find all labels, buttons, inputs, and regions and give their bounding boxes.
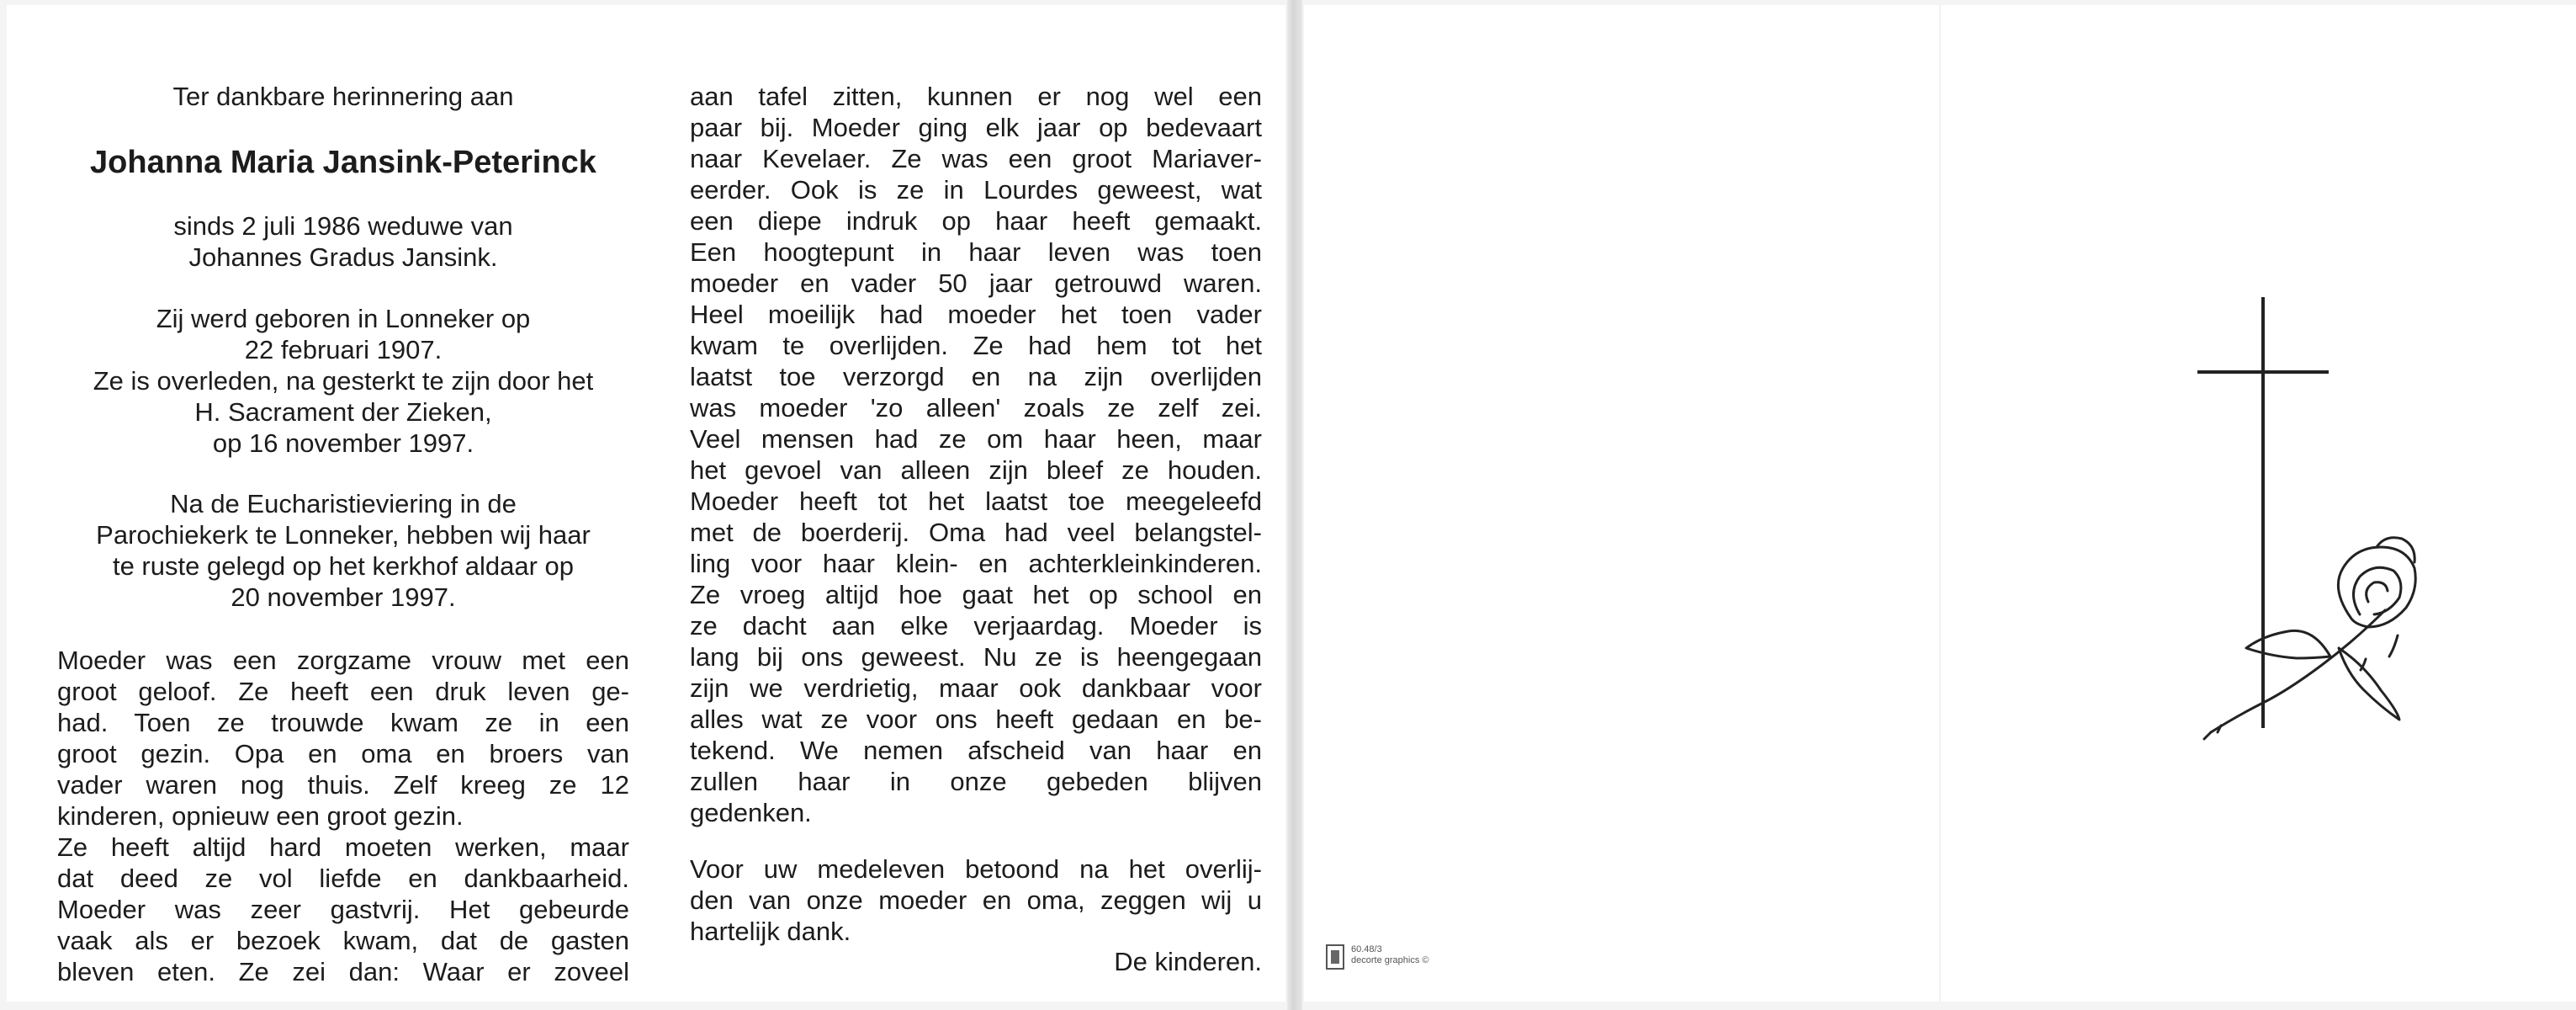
service-line: te ruste gelegd op het kerkhof aldaar op	[112, 551, 575, 581]
story-line: moeder en vader 50 jaar getrouwd waren.	[690, 268, 1262, 298]
life-line: 22 februari 1907.	[244, 335, 443, 364]
story-line: Ze vroeg altijd hoe gaat het op school en	[690, 580, 1262, 609]
story-line: vaak als er bezoek kwam, dat de gasten	[57, 926, 629, 955]
life-line: H. Sacrament der Zieken,	[194, 397, 492, 427]
story-line: alles wat ze voor ons heeft gedaan en be-	[690, 704, 1262, 734]
story-line: Heel moeilijk had moeder het toen vader	[690, 300, 1262, 329]
story-left	[57, 645, 629, 987]
rose-icon	[2204, 538, 2415, 739]
story-line: aan tafel zitten, kunnen er nog wel een	[690, 82, 1262, 111]
story-line: zijn we verdrietig, maar ook dankbaar voor	[690, 673, 1262, 703]
signature: De kinderen.	[1114, 947, 1262, 976]
printer-name: decorte graphics ©	[1351, 955, 1429, 965]
story-line: zullen haar in onze gebeden blijven	[690, 767, 1262, 796]
thanks-text	[690, 853, 1262, 947]
story-line: ling voor haar klein- en achterkleinkinderen.	[690, 549, 1262, 578]
card-inner-panel	[7, 5, 1285, 1002]
thanks-line: Voor uw medeleven betoond na het overlij-	[690, 854, 1262, 884]
service-line: Na de Eucharistieviering in de	[170, 489, 517, 518]
story-line: Moeder was een zorgzame vrouw met een	[57, 646, 629, 675]
story-line: Moeder heeft tot het laatst toe meegeleefd	[690, 486, 1262, 516]
story-line: lang bij ons geweest. Nu ze is heengegaan	[690, 642, 1262, 672]
story-line: paar bij. Moeder ging elk jaar op bedevaart	[690, 113, 1262, 142]
cross-icon	[2187, 295, 2440, 800]
printer-logo-icon	[1326, 944, 1344, 970]
printer-mark	[1326, 943, 1477, 976]
story-line: groot geloof. Ze heeft een druk leven ge-	[57, 677, 629, 706]
story-line: Veel mensen had ze om haar heen, maar	[690, 424, 1262, 454]
story-line: Ze heeft altijd hard moeten werken, maar	[57, 832, 629, 862]
story-line: ze dacht aan elke verjaardag. Moeder is	[690, 611, 1262, 641]
story-line: had. Toen ze trouwde kwam ze in een	[57, 708, 629, 737]
service-info	[57, 488, 629, 613]
card-fold	[1287, 0, 1302, 1010]
service-line: Parochiekerk te Lonneker, hebben wij haar	[96, 520, 591, 550]
cover-fold	[1939, 5, 1941, 1002]
story-line: een diepe indruk op haar heeft gemaakt.	[690, 206, 1262, 236]
story-line: tekend. We nemen afscheid van haar en	[690, 736, 1262, 765]
service-line: 20 november 1997.	[231, 582, 456, 612]
cross-and-rose	[2187, 295, 2440, 800]
story-line: Moeder was zeer gastvrij. Het gebeurde	[57, 895, 629, 924]
thanks-line: hartelijk dank.	[690, 917, 851, 946]
story-line: vader waren nog thuis. Zelf kreeg ze 12	[57, 770, 629, 800]
widow-line: Johannes Gradus Jansink.	[188, 242, 498, 272]
story-right	[690, 81, 1262, 828]
story-line: was moeder 'zo alleen' zoals ze zelf zei.	[690, 393, 1262, 423]
story-line: groot gezin. Opa en oma en broers van	[57, 739, 629, 768]
story-line: kinderen, opnieuw een groot gezin.	[57, 801, 464, 831]
story-line: gedenken.	[690, 798, 812, 827]
life-line: Zij werd geboren in Lonneker op	[156, 304, 531, 333]
life-line: op 16 november 1997.	[212, 428, 474, 458]
story-line: met de boerderij. Oma had veel belangstel-	[690, 518, 1262, 547]
story-line: dat deed ze vol liefde en dankbaarheid.	[57, 864, 629, 893]
life-info	[57, 303, 629, 459]
intro-text: Ter dankbare herinnering aan	[172, 82, 514, 111]
widow-line: sinds 2 juli 1986 weduwe van	[173, 211, 513, 241]
thanks-line: den van onze moeder en oma, zeggen wij u	[690, 885, 1262, 915]
story-line: eerder. Ook is ze in Lourdes geweest, wat	[690, 175, 1262, 205]
deceased-name: Johanna Maria Jansink-Peterinck	[90, 145, 596, 180]
widow-info	[57, 210, 629, 273]
story-line: laatst toe verzorgd en na zijn overlijden	[690, 362, 1262, 391]
story-line: het gevoel van alleen zijn bleef ze houden.	[690, 455, 1262, 485]
story-line: bleven eten. Ze zei dan: Waar er zoveel	[57, 957, 629, 986]
story-line: naar Kevelaer. Ze was een groot Mariaver-	[690, 144, 1262, 173]
story-line: kwam te overlijden. Ze had hem tot het	[690, 331, 1262, 360]
story-line: Een hoogtepunt in haar leven was toen	[690, 237, 1262, 267]
life-line: Ze is overleden, na gesterkt te zijn door het	[93, 366, 594, 396]
printer-text	[1351, 944, 1429, 966]
printer-code: 60.48/3	[1351, 944, 1382, 954]
